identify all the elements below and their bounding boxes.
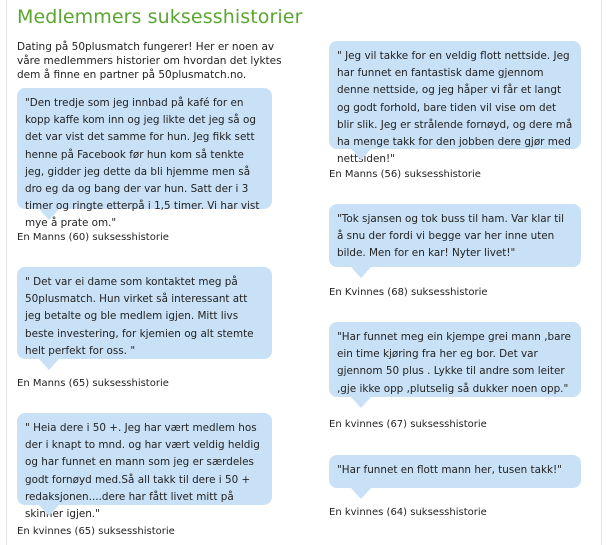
- bubble-tail: [39, 505, 59, 516]
- story-bubble: [17, 88, 272, 230]
- story-bubble: [329, 322, 581, 397]
- story-text: " Heia dere i 50 +. Jeg har vært medlem hos der i knapt to mnd. og har vært veldig heldig og har funnet en mann som jeg er særdeles godt fornøyd med.Så all takk til dere i 50 + redaksjonen....dere har fått livet mitt på skinner igjen.": [25, 422, 260, 521]
- story-text: " Jeg vil takke for en veldig flott nettside. Jeg har funnet en fantastisk dame gjennom denne nettside, og jeg håper vi får et langt og godt forhold, bare tiden vil vise om det blir slik. Jeg er strålende fornøyd, og dere må ha menge takk for den jobben dere gjør med nettsiden!": [337, 50, 573, 166]
- bubble-tail: [351, 397, 371, 408]
- bubble-tail: [351, 267, 371, 278]
- story-text: "Har funnet en flott mann her, tusen takk!": [337, 464, 562, 476]
- story-signature: En kvinnes (64) suksesshistorie: [329, 507, 487, 518]
- story-signature: En kvinnes (67) suksesshistorie: [329, 419, 487, 430]
- bubble-tail: [351, 488, 371, 499]
- story-bubble: [17, 413, 272, 521]
- story-text: "Den tredje som jeg innbad på kafé for en kopp kaffe kom inn og jeg likte det jeg så og det var vist det samme for hun. Jeg fikk sett henne på Facebook før hun kom så tenkte jeg, gidder jeg dette da bli hjemme men så dro eg da og bang der var hun. Satt der i 3 timer og ringte etterpå i 1,5 timer. Vi har vist mye å prate om.": [25, 97, 260, 230]
- story-signature: En Manns (60) suksesshistorie: [17, 232, 169, 243]
- story-bubble: [329, 204, 581, 267]
- story-bubble: [329, 455, 581, 488]
- bubble-tail: [39, 209, 59, 220]
- bubble-tail: [351, 149, 371, 160]
- page-title: Medlemmers suksesshistorier: [17, 6, 303, 28]
- story-text: " Det var ei dame som kontaktet meg på 50plusmatch. Hun virket så interessant att jeg betalte og ble medlem igjen. Mitt livs beste investering, for kjemien og alt stemte helt perfekt for oss. ": [25, 276, 254, 357]
- story-text: "Tok sjansen og tok buss til ham. Var klar til å snu der fordi vi begge var her inne uten bilde. Men for en kar! Nyter livet!": [337, 213, 565, 260]
- story-text: "Har funnet meg ein kjempe grei mann ,bare ein time kjøring fra her eg bor. Det var gjennom 50 plus . Lykke til andre som leiter ,gje ikke opp ,plutselig så dukker noen opp.": [337, 331, 571, 395]
- intro-text: Dating på 50plusmatch fungerer! Her er noen av våre medlemmers historier om hvordan det lyktes dem å finne en partner på 50plusmatch.no.: [17, 41, 282, 81]
- story-bubble: [329, 41, 581, 166]
- bubble-tail: [39, 359, 59, 370]
- story-signature: En Kvinnes (68) suksesshistorie: [329, 287, 488, 298]
- story-signature: En Manns (56) suksesshistorie: [329, 169, 481, 180]
- story-signature: En kvinnes (65) suksesshistorie: [17, 526, 175, 537]
- story-signature: En Manns (65) suksesshistorie: [17, 378, 169, 389]
- story-bubble: [17, 267, 272, 359]
